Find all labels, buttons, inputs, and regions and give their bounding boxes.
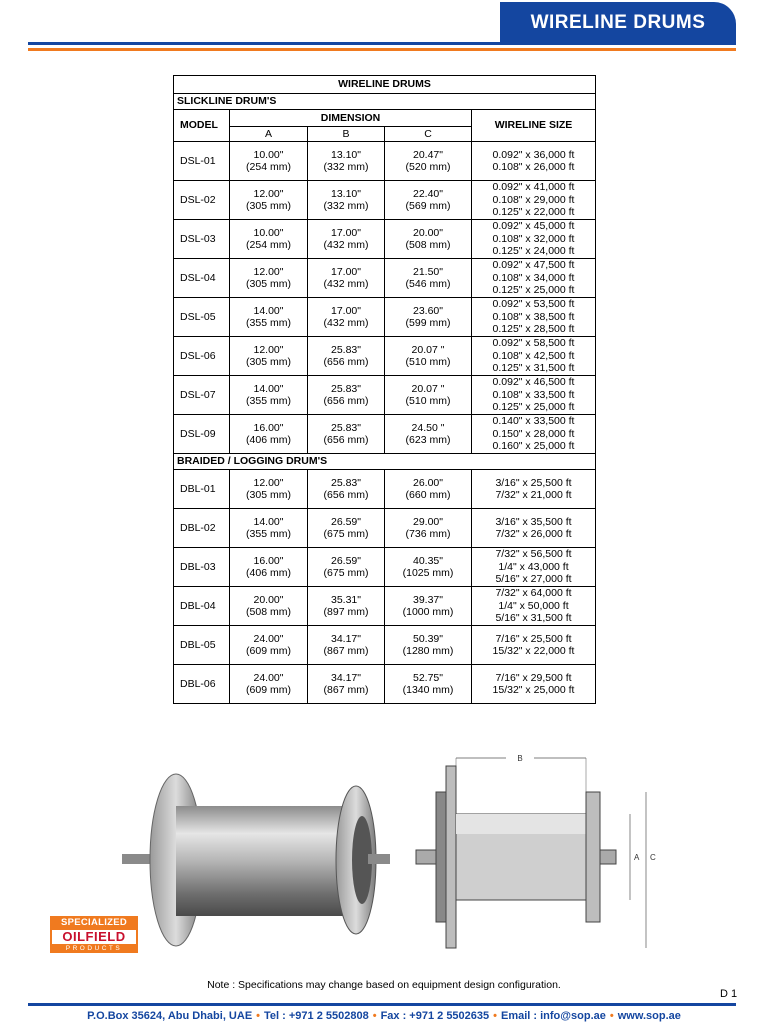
cell-line: (736 mm) bbox=[405, 528, 451, 540]
cell-line: 0.125" x 25,000 ft bbox=[492, 401, 575, 414]
table-row bbox=[174, 376, 596, 415]
drum-photo bbox=[118, 770, 398, 955]
cell-line: 5/16" x 31,500 ft bbox=[495, 612, 572, 625]
cell-line: (656 mm) bbox=[323, 356, 369, 368]
footer-tel: Tel : +971 2 5502808 bbox=[264, 1010, 369, 1022]
dimension-a-cell bbox=[230, 142, 308, 181]
cell-line: 20.00" bbox=[412, 226, 443, 239]
column-header-b: B bbox=[308, 127, 385, 142]
footer-separator: • bbox=[372, 1010, 377, 1022]
cell-line: 3/16" x 25,500 ft bbox=[495, 476, 572, 489]
cell-line: 12.00" bbox=[253, 187, 284, 200]
cell-line: 20.07 " bbox=[411, 343, 445, 356]
cell-line: 3/16" x 35,500 ft bbox=[495, 515, 572, 528]
cell-line: 40.35" bbox=[412, 554, 443, 567]
cell-line: 0.125" x 31,500 ft bbox=[492, 362, 575, 375]
page-number: D 1 bbox=[720, 988, 738, 1000]
logo-line-2: OILFIELD bbox=[50, 930, 138, 944]
cell-line: (1000 mm) bbox=[402, 606, 454, 618]
model-cell: DSL-05 bbox=[174, 298, 230, 337]
cell-line: (867 mm) bbox=[323, 684, 369, 696]
dimension-a-cell bbox=[230, 626, 308, 665]
cell-line: 0.092" x 46,500 ft bbox=[492, 376, 575, 389]
column-header-wireline-size: WIRELINE SIZE bbox=[472, 110, 596, 142]
model-cell: DBL-06 bbox=[174, 665, 230, 704]
cell-line: (332 mm) bbox=[323, 200, 369, 212]
dimension-a-cell bbox=[230, 665, 308, 704]
dimension-b-cell bbox=[308, 548, 385, 587]
dimension-a-cell bbox=[230, 415, 308, 454]
table-row bbox=[174, 259, 596, 298]
cell-line: 13.10" bbox=[330, 187, 361, 200]
dimension-c-cell bbox=[385, 220, 472, 259]
cell-line: 0.092" x 53,500 ft bbox=[492, 298, 575, 311]
cell-line: 15/32" x 25,000 ft bbox=[492, 684, 575, 696]
model-cell: DBL-03 bbox=[174, 548, 230, 587]
wireline-size-cell bbox=[472, 509, 596, 548]
wireline-size-cell bbox=[472, 665, 596, 704]
cell-line: (510 mm) bbox=[405, 395, 451, 407]
model-cell: DSL-06 bbox=[174, 337, 230, 376]
table-row bbox=[174, 181, 596, 220]
cell-line: 22.40" bbox=[412, 187, 443, 200]
cell-line: 12.00" bbox=[253, 343, 284, 356]
footer-email: Email : info@sop.ae bbox=[501, 1010, 606, 1022]
cell-line: 0.125" x 25,000 ft bbox=[492, 284, 575, 297]
cell-line: (254 mm) bbox=[246, 161, 291, 173]
cell-line: (656 mm) bbox=[323, 489, 369, 501]
cell-line: 0.108" x 42,500 ft bbox=[492, 349, 575, 362]
table-row bbox=[174, 142, 596, 181]
right-shaft bbox=[368, 854, 390, 864]
cell-line: (599 mm) bbox=[405, 317, 451, 329]
cell-line: 20.00" bbox=[253, 593, 284, 606]
wireline-size-cell bbox=[472, 626, 596, 665]
wireline-size-cell bbox=[472, 415, 596, 454]
dimension-a-cell bbox=[230, 220, 308, 259]
footer-web: www.sop.ae bbox=[617, 1010, 681, 1022]
cell-line: 34.17" bbox=[330, 632, 361, 645]
cell-line: 0.092" x 47,500 ft bbox=[492, 259, 575, 272]
dimension-a-cell bbox=[230, 298, 308, 337]
cell-line: 1/4" x 43,000 ft bbox=[498, 560, 569, 573]
dimension-c-cell bbox=[385, 470, 472, 509]
dimension-a-cell bbox=[230, 509, 308, 548]
cell-line: (897 mm) bbox=[323, 606, 369, 618]
table-row bbox=[174, 470, 596, 509]
model-cell: DSL-02 bbox=[174, 181, 230, 220]
column-header-a: A bbox=[230, 127, 308, 142]
cell-line: 12.00" bbox=[253, 476, 284, 489]
wireline-size-cell bbox=[472, 142, 596, 181]
column-header-model: MODEL bbox=[174, 110, 230, 142]
cell-line: 50.39" bbox=[412, 632, 443, 645]
dimension-b-cell bbox=[308, 626, 385, 665]
dimension-b-cell bbox=[308, 142, 385, 181]
cell-line: (656 mm) bbox=[323, 434, 369, 446]
cell-line: 15/32" x 22,000 ft bbox=[492, 645, 575, 657]
specification-note: Note : Specifications may change based on equipment design configuration. bbox=[207, 979, 561, 991]
cell-line: 39.37" bbox=[412, 593, 443, 606]
wireline-size-cell bbox=[472, 220, 596, 259]
dimension-b-cell bbox=[308, 376, 385, 415]
dimension-b-cell bbox=[308, 337, 385, 376]
cell-line: 20.07 " bbox=[411, 382, 445, 395]
cell-line: 17.00" bbox=[330, 304, 361, 317]
model-cell: DBL-02 bbox=[174, 509, 230, 548]
model-cell: DSL-03 bbox=[174, 220, 230, 259]
cell-line: 52.75" bbox=[412, 671, 443, 684]
cell-line: (656 mm) bbox=[323, 395, 369, 407]
wireline-size-cell bbox=[472, 376, 596, 415]
dimension-a-cell bbox=[230, 259, 308, 298]
cell-line: 13.10" bbox=[330, 148, 361, 161]
dimension-a-cell bbox=[230, 181, 308, 220]
dimension-b-cell bbox=[308, 259, 385, 298]
cell-line: 10.00" bbox=[253, 148, 284, 161]
cell-line: 7/32" x 64,000 ft bbox=[495, 587, 572, 600]
cell-line: 25.83" bbox=[330, 476, 361, 489]
cell-line: (675 mm) bbox=[323, 528, 369, 540]
dimension-a-cell bbox=[230, 587, 308, 626]
cell-line: 0.092" x 36,000 ft bbox=[492, 148, 575, 161]
model-cell: DSL-09 bbox=[174, 415, 230, 454]
label-a: A bbox=[634, 853, 640, 862]
left-flange-side bbox=[446, 766, 456, 948]
cell-line: 24.00" bbox=[253, 632, 284, 645]
cell-line: 5/16" x 27,000 ft bbox=[495, 573, 572, 586]
dimension-b-cell bbox=[308, 220, 385, 259]
cell-line: 0.092" x 45,000 ft bbox=[492, 220, 575, 233]
table-row bbox=[174, 548, 596, 587]
cell-line: 0.125" x 22,000 ft bbox=[492, 206, 575, 219]
cell-line: 10.00" bbox=[253, 226, 284, 239]
cell-line: 14.00" bbox=[253, 304, 284, 317]
cell-line: (254 mm) bbox=[246, 239, 291, 251]
cell-line: 0.108" x 29,000 ft bbox=[492, 193, 575, 206]
cell-line: 0.125" x 24,000 ft bbox=[492, 245, 575, 258]
cell-line: 35.31" bbox=[330, 593, 361, 606]
cell-line: 0.108" x 38,500 ft bbox=[492, 310, 575, 323]
page-title: WIRELINE DRUMS bbox=[530, 12, 706, 33]
cell-line: 24.50 " bbox=[411, 421, 445, 434]
left-hub-side bbox=[436, 792, 446, 922]
cell-line: (508 mm) bbox=[246, 606, 291, 618]
cell-line: (355 mm) bbox=[246, 317, 291, 329]
table-row bbox=[174, 337, 596, 376]
cell-line: 26.00" bbox=[412, 476, 443, 489]
cell-line: 23.60" bbox=[412, 304, 443, 317]
wireline-size-cell bbox=[472, 548, 596, 587]
cell-line: 7/16" x 29,500 ft bbox=[495, 671, 572, 684]
cell-line: 16.00" bbox=[253, 421, 284, 434]
wireline-size-cell bbox=[472, 181, 596, 220]
dimension-a-cell bbox=[230, 337, 308, 376]
cell-line: (520 mm) bbox=[405, 161, 451, 173]
footer-separator: • bbox=[609, 1010, 614, 1022]
cell-line: 21.50" bbox=[412, 265, 443, 278]
company-logo bbox=[50, 916, 138, 954]
dimension-b-cell bbox=[308, 509, 385, 548]
dimension-c-cell bbox=[385, 415, 472, 454]
dimension-b-cell bbox=[308, 470, 385, 509]
cell-line: 7/16" x 25,500 ft bbox=[495, 632, 572, 645]
header-orange-rule bbox=[28, 48, 736, 51]
dimension-c-cell bbox=[385, 337, 472, 376]
right-shaft-side bbox=[600, 850, 616, 864]
cell-line: 0.108" x 34,000 ft bbox=[492, 271, 575, 284]
cell-line: 26.59" bbox=[330, 515, 361, 528]
wireline-size-cell bbox=[472, 587, 596, 626]
dimension-a-cell bbox=[230, 376, 308, 415]
braided-section-header: BRAIDED / LOGGING DRUM'S bbox=[174, 454, 596, 470]
dimension-c-cell bbox=[385, 259, 472, 298]
cell-line: 0.160" x 25,000 ft bbox=[492, 440, 575, 453]
cell-line: 0.092" x 41,000 ft bbox=[492, 181, 575, 194]
wireline-size-cell bbox=[472, 259, 596, 298]
footer-separator: • bbox=[493, 1010, 497, 1022]
cell-line: (332 mm) bbox=[323, 161, 369, 173]
table-row bbox=[174, 587, 596, 626]
table-row bbox=[174, 509, 596, 548]
cell-line: 1/4" x 50,000 ft bbox=[498, 599, 569, 612]
cell-line: 34.17" bbox=[330, 671, 361, 684]
model-cell: DSL-01 bbox=[174, 142, 230, 181]
model-cell: DBL-01 bbox=[174, 470, 230, 509]
cell-line: 0.108" x 26,000 ft bbox=[492, 161, 575, 173]
cell-line: (305 mm) bbox=[246, 356, 291, 368]
dimension-b-cell bbox=[308, 415, 385, 454]
left-shaft-side bbox=[416, 850, 436, 864]
cell-line: 0.108" x 32,000 ft bbox=[492, 232, 575, 245]
cell-line: (623 mm) bbox=[405, 434, 451, 446]
cell-line: 0.150" x 28,000 ft bbox=[492, 427, 575, 440]
cell-line: 25.83" bbox=[330, 343, 361, 356]
model-cell: DBL-04 bbox=[174, 587, 230, 626]
dimension-a-cell bbox=[230, 470, 308, 509]
cell-line: 7/32" x 26,000 ft bbox=[495, 528, 572, 540]
table-row bbox=[174, 298, 596, 337]
cell-line: (355 mm) bbox=[246, 528, 291, 540]
dimension-c-cell bbox=[385, 509, 472, 548]
cell-line: (609 mm) bbox=[246, 684, 291, 696]
logo-line-1: SPECIALIZED bbox=[50, 916, 138, 930]
footer-address: P.O.Box 35624, Abu Dhabi, UAE bbox=[87, 1010, 253, 1022]
cell-line: 17.00" bbox=[330, 265, 361, 278]
label-b: B bbox=[517, 754, 523, 763]
cell-line: 14.00" bbox=[253, 382, 284, 395]
wireline-size-cell bbox=[472, 470, 596, 509]
header-blue-rule bbox=[28, 42, 736, 45]
model-cell: DSL-04 bbox=[174, 259, 230, 298]
dimension-c-cell bbox=[385, 142, 472, 181]
cell-line: 24.00" bbox=[253, 671, 284, 684]
cell-line: 7/32" x 21,000 ft bbox=[495, 489, 572, 501]
cell-line: (406 mm) bbox=[246, 434, 291, 446]
dimension-c-cell bbox=[385, 548, 472, 587]
cell-line: (305 mm) bbox=[246, 200, 291, 212]
cell-line: 0.092" x 58,500 ft bbox=[492, 337, 575, 350]
footer-fax: Fax : +971 2 5502635 bbox=[380, 1010, 490, 1022]
drum-barrel bbox=[176, 806, 356, 916]
cell-line: (1025 mm) bbox=[402, 567, 454, 579]
table-row bbox=[174, 415, 596, 454]
table-row bbox=[174, 220, 596, 259]
column-header-dimension: DIMENSION bbox=[230, 110, 472, 127]
drum-technical-drawing bbox=[410, 752, 670, 957]
dimension-c-cell bbox=[385, 626, 472, 665]
cell-line: (867 mm) bbox=[323, 645, 369, 657]
cell-line: 26.59" bbox=[330, 554, 361, 567]
cell-line: (546 mm) bbox=[405, 278, 451, 290]
cell-line: 17.00" bbox=[330, 226, 361, 239]
cell-line: (508 mm) bbox=[405, 239, 451, 251]
cell-line: 25.83" bbox=[330, 421, 361, 434]
cell-line: (432 mm) bbox=[323, 278, 369, 290]
cell-line: 12.00" bbox=[253, 265, 284, 278]
dimension-b-cell bbox=[308, 665, 385, 704]
slickline-section-header: SLICKLINE DRUM'S bbox=[174, 94, 596, 110]
cell-line: (1280 mm) bbox=[402, 645, 454, 657]
cell-line: 7/32" x 56,500 ft bbox=[495, 548, 572, 561]
cell-line: (1340 mm) bbox=[402, 684, 454, 696]
table-row bbox=[174, 665, 596, 704]
dimension-c-cell bbox=[385, 298, 472, 337]
table-caption: WIRELINE DRUMS bbox=[174, 76, 596, 94]
dimension-c-cell bbox=[385, 376, 472, 415]
label-c: C bbox=[650, 853, 656, 862]
right-flange-side bbox=[586, 792, 600, 922]
model-cell: DBL-05 bbox=[174, 626, 230, 665]
cell-line: (675 mm) bbox=[323, 567, 369, 579]
cell-line: 20.47" bbox=[412, 148, 443, 161]
cell-line: 25.83" bbox=[330, 382, 361, 395]
dimension-c-cell bbox=[385, 665, 472, 704]
cell-line: (305 mm) bbox=[246, 278, 291, 290]
dimension-a-cell bbox=[230, 548, 308, 587]
dimension-c-cell bbox=[385, 181, 472, 220]
cell-line: (432 mm) bbox=[323, 239, 369, 251]
wireline-size-cell bbox=[472, 337, 596, 376]
page-title-tab bbox=[500, 2, 736, 44]
cell-line: (406 mm) bbox=[246, 567, 291, 579]
cell-line: 0.108" x 33,500 ft bbox=[492, 388, 575, 401]
cell-line: 0.140" x 33,500 ft bbox=[492, 415, 575, 428]
contact-footer bbox=[0, 1010, 768, 1022]
cell-line: (660 mm) bbox=[405, 489, 451, 501]
cell-line: 0.125" x 28,500 ft bbox=[492, 323, 575, 336]
cell-line: (609 mm) bbox=[246, 645, 291, 657]
logo-line-3: PRODUCTS bbox=[50, 944, 138, 953]
cell-line: 14.00" bbox=[253, 515, 284, 528]
column-header-c: C bbox=[385, 127, 472, 142]
table-row bbox=[174, 626, 596, 665]
cell-line: (355 mm) bbox=[246, 395, 291, 407]
dimension-c-cell bbox=[385, 587, 472, 626]
dimension-b-cell bbox=[308, 181, 385, 220]
cell-line: (305 mm) bbox=[246, 489, 291, 501]
footer-separator: • bbox=[256, 1010, 261, 1022]
wireline-size-cell bbox=[472, 298, 596, 337]
model-cell: DSL-07 bbox=[174, 376, 230, 415]
cell-line: (432 mm) bbox=[323, 317, 369, 329]
cell-line: 16.00" bbox=[253, 554, 284, 567]
cell-line: (510 mm) bbox=[405, 356, 451, 368]
dimension-b-cell bbox=[308, 587, 385, 626]
cell-line: 29.00" bbox=[412, 515, 443, 528]
footer-blue-rule bbox=[28, 1003, 736, 1006]
cell-line: (569 mm) bbox=[405, 200, 451, 212]
wireline-drums-table bbox=[173, 75, 596, 704]
dimension-b-cell bbox=[308, 298, 385, 337]
